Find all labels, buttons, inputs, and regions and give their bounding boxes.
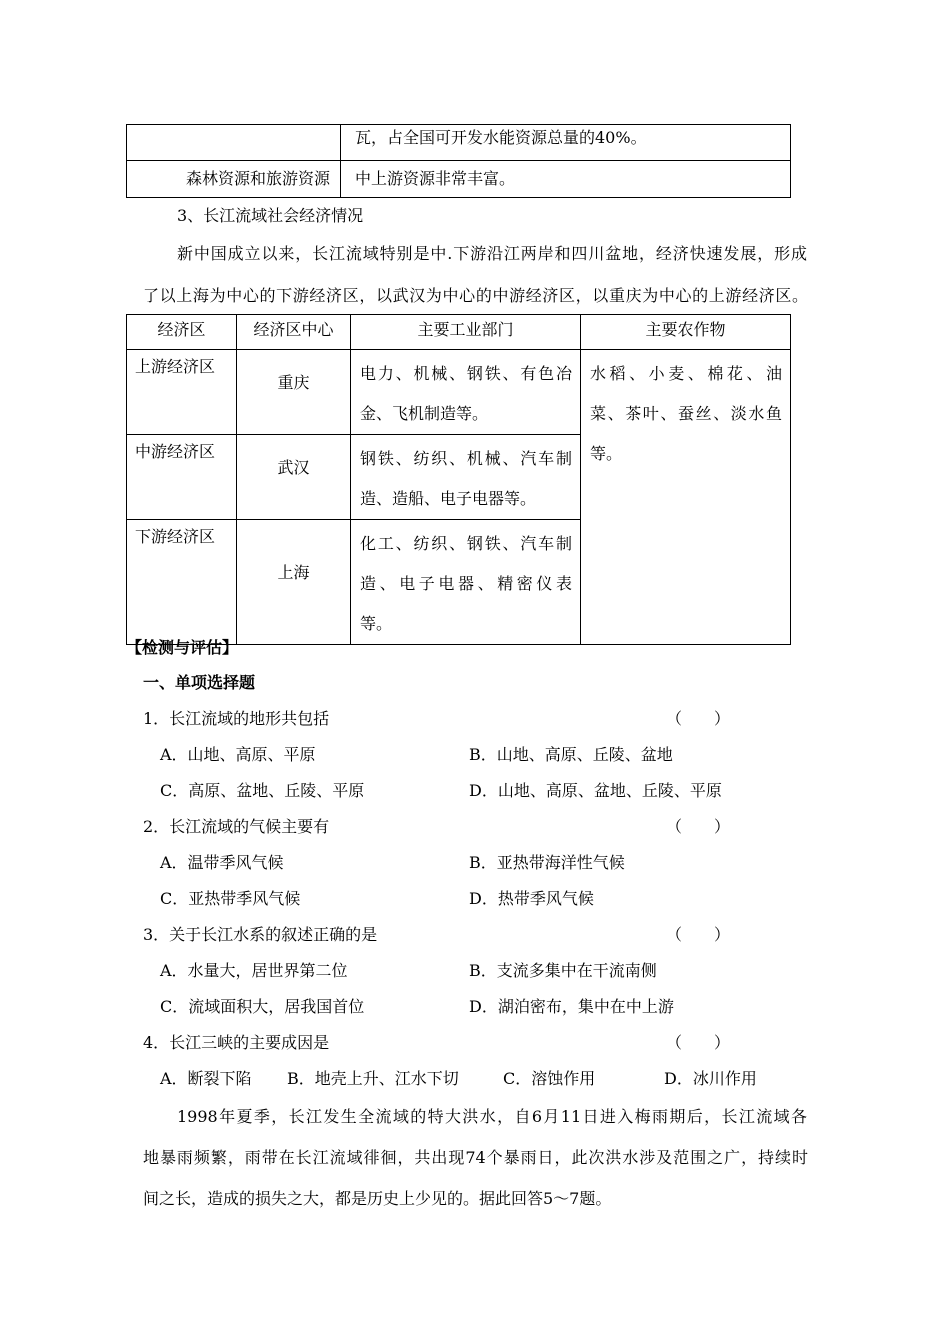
paragraph-text: 地暴雨频繁，雨带在长江流域徘徊，共出现74个暴雨日，此次洪水涉及范围之广，持续时 xyxy=(143,1148,808,1167)
option-a: A．山地、高原、平原 xyxy=(160,745,316,764)
option-d: D．冰川作用 xyxy=(664,1069,757,1088)
center-cell: 上海 xyxy=(237,520,351,645)
option-d: D．山地、高原、盆地、丘陵、平原 xyxy=(469,781,722,800)
resource-desc-cell: 中上游资源非常丰富。 xyxy=(341,161,791,198)
paragraph-text: 1998年夏季，长江发生全流域的特大洪水，自6月11日进入梅雨期后，长江流域各 xyxy=(177,1107,807,1126)
assessment-title: 【检测与评估】 xyxy=(126,638,239,657)
industry-line: 金、飞机制造等。 xyxy=(360,404,489,423)
economy-table xyxy=(126,314,791,645)
industry-line: 钢铁、纺织、机械、汽车制 xyxy=(360,449,572,468)
flood-para-line3: 间之长，造成的损失之大，都是历史上少见的。据此回答5～7题。 xyxy=(143,1189,612,1208)
question-stem: 2．长江流域的气候主要有 xyxy=(143,817,330,836)
flood-para-line1 xyxy=(177,1099,807,1135)
paragraph-text: 新中国成立以来，长江流域特别是中.下游沿江两岸和四川盆地，经济快速发展，形成 xyxy=(177,244,807,263)
industry-line: 等。 xyxy=(360,614,393,633)
section3-para-line2 xyxy=(143,278,808,314)
mcq-heading: 一、单项选择题 xyxy=(143,673,256,692)
question-stem: 4．长江三峡的主要成因是 xyxy=(143,1033,330,1052)
flood-para-line2 xyxy=(143,1140,808,1176)
industry-line: 化工、纺织、钢铁、汽车制 xyxy=(360,534,572,553)
paragraph-text: 了以上海为中心的下游经济区，以武汉为中心的中游经济区，以重庆为中心的上游经济区。 xyxy=(143,286,808,305)
option-b: B．支流多集中在干流南侧 xyxy=(469,961,657,980)
resources-table xyxy=(126,124,791,198)
option-c: C．流域面积大，居我国首位 xyxy=(160,997,365,1016)
center-cell: 重庆 xyxy=(237,350,351,435)
answer-paren: （ ） xyxy=(666,709,731,728)
option-c: C．高原、盆地、丘陵、平原 xyxy=(160,781,365,800)
table-row xyxy=(127,161,791,198)
industry-cell xyxy=(351,435,581,520)
option-a: A．温带季风气候 xyxy=(160,853,284,872)
table-row xyxy=(127,125,791,161)
resource-desc-cell: 瓦，占全国可开发水能资源总量的40%。 xyxy=(341,125,791,161)
answer-paren: （ ） xyxy=(666,1033,731,1052)
section3-para-line1 xyxy=(177,236,807,272)
option-a: A．水量大，居世界第二位 xyxy=(160,961,348,980)
answer-paren: （ ） xyxy=(666,925,731,944)
question-stem: 1．长江流域的地形共包括 xyxy=(143,709,330,728)
table-row xyxy=(127,350,791,435)
option-d: D．湖泊密布，集中在中上游 xyxy=(469,997,674,1016)
option-c: C．溶蚀作用 xyxy=(503,1069,596,1088)
center-cell: 武汉 xyxy=(237,435,351,520)
resource-name-cell: 森林资源和旅游资源 xyxy=(127,161,341,198)
zone-cell: 中游经济区 xyxy=(127,435,237,520)
resource-name-cell xyxy=(127,125,341,161)
zone-cell: 下游经济区 xyxy=(127,520,237,645)
table-header-row xyxy=(127,315,791,350)
option-b: B．地壳上升、江水下切 xyxy=(287,1069,459,1088)
industry-cell xyxy=(351,350,581,435)
agriculture-line: 等。 xyxy=(590,444,623,463)
industry-line: 造、造船、电子电器等。 xyxy=(360,489,537,508)
option-d: D．热带季风气候 xyxy=(469,889,594,908)
header-industry: 主要工业部门 xyxy=(351,315,581,350)
option-a: A．断裂下陷 xyxy=(160,1069,252,1088)
agriculture-cell xyxy=(581,350,791,645)
header-zone: 经济区 xyxy=(127,315,237,350)
industry-line: 造、电子电器、精密仪表 xyxy=(360,574,572,593)
option-b: B．亚热带海洋性气候 xyxy=(469,853,625,872)
question-stem: 3．关于长江水系的叙述正确的是 xyxy=(143,925,378,944)
agriculture-line: 水稻、小麦、棉花、油 xyxy=(590,364,782,383)
industry-line: 电力、机械、钢铁、有色冶 xyxy=(360,364,572,383)
answer-paren: （ ） xyxy=(666,817,731,836)
section3-heading: 3、长江流域社会经济情况 xyxy=(177,206,364,225)
agriculture-line: 菜、茶叶、蚕丝、淡水鱼 xyxy=(590,404,782,423)
option-c: C．亚热带季风气候 xyxy=(160,889,301,908)
industry-cell xyxy=(351,520,581,645)
header-center: 经济区中心 xyxy=(237,315,351,350)
zone-cell: 上游经济区 xyxy=(127,350,237,435)
option-b: B．山地、高原、丘陵、盆地 xyxy=(469,745,673,764)
header-agriculture: 主要农作物 xyxy=(581,315,791,350)
